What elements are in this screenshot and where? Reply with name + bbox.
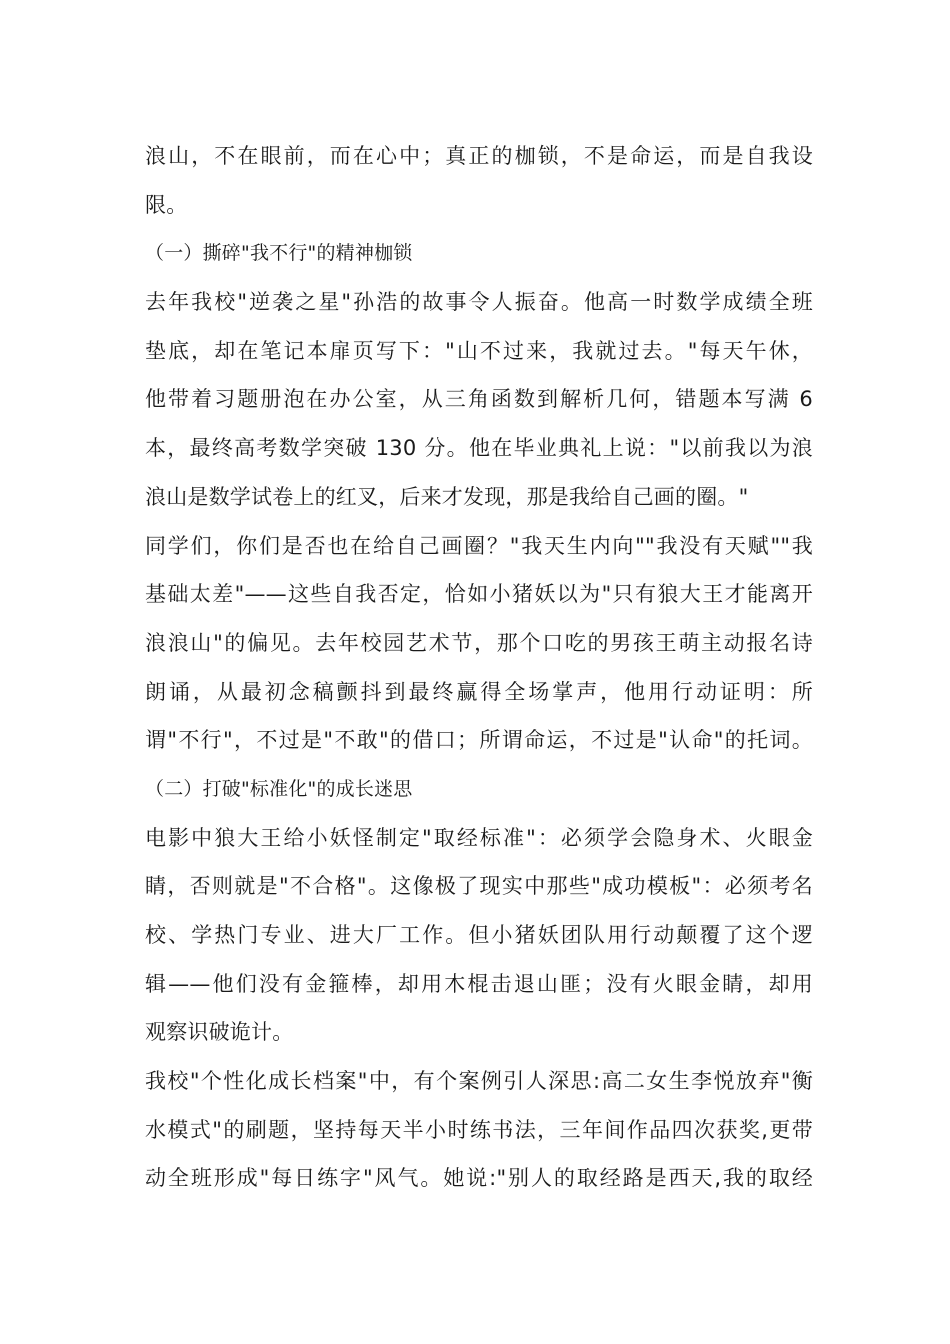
paragraph-line: 朗诵，从最初念稿颤抖到最终赢得全场掌声，他用行动证明：所 — [145, 679, 813, 704]
section-heading: （二）打破"标准化"的成长迷思 — [145, 777, 413, 800]
paragraph-line: 浪山，不在眼前，而在心中；真正的枷锁，不是命运，而是自我设 — [145, 144, 813, 168]
paragraph-line: 辑——他们没有金箍棒，却用木棍击退山匪；没有火眼金睛，却用 — [145, 971, 813, 996]
paragraph-line: 浪浪山"的偏见。去年校园艺术节，那个口吃的男孩王萌主动报名诗 — [145, 630, 813, 655]
paragraph-line: 垫底，却在笔记本扉页写下："山不过来，我就过去。"每天午休， — [145, 338, 813, 363]
paragraph-line: 去年我校"逆袭之星"孙浩的故事令人振奋。他高一时数学成绩全班 — [145, 290, 813, 315]
paragraph-line: 睛，否则就是"不合格"。这像极了现实中那些"成功模板"：必须考名 — [145, 874, 813, 899]
paragraph-line: 电影中狼大王给小妖怪制定"取经标准"：必须学会隐身术、火眼金 — [145, 825, 813, 850]
paragraph-line: 水模式"的刷题，坚持每天半小时练书法，三年间作品四次获奖,更带 — [145, 1117, 813, 1142]
paragraph-line: 我校"个性化成长档案"中，有个案例引人深思:高二女生李悦放弃"衡 — [145, 1069, 813, 1094]
paragraph-line: 浪山是数学试卷上的红叉，后来才发现，那是我给自己画的圈。" — [145, 484, 749, 509]
paragraph-line: 动全班形成"每日练字"风气。她说:"别人的取经路是西天,我的取经 — [145, 1166, 813, 1191]
section-heading: （一）撕碎"我不行"的精神枷锁 — [145, 242, 413, 265]
paragraph-line: 限。 — [145, 192, 188, 217]
paragraph-line: 同学们，你们是否也在给自己画圈？"我天生内向""我没有天赋""我 — [145, 533, 813, 558]
paragraph-line: 观察识破诡计。 — [145, 1020, 294, 1045]
paragraph-line: 他带着习题册泡在办公室，从三角函数到解析几何，错题本写满 6 — [145, 387, 813, 412]
paragraph-line: 谓"不行"，不过是"不敢"的借口；所谓命运，不过是"认命"的托词。 — [145, 728, 813, 753]
paragraph-line: 本，最终高考数学突破 130 分。他在毕业典礼上说："以前我以为浪 — [145, 436, 813, 461]
document-body — [145, 132, 813, 1203]
paragraph-line: 校、学热门专业、进大厂工作。但小猪妖团队用行动颠覆了这个逻 — [145, 923, 813, 947]
paragraph-line: 基础太差"——这些自我否定，恰如小猪妖以为"只有狼大王才能离开 — [145, 582, 813, 607]
